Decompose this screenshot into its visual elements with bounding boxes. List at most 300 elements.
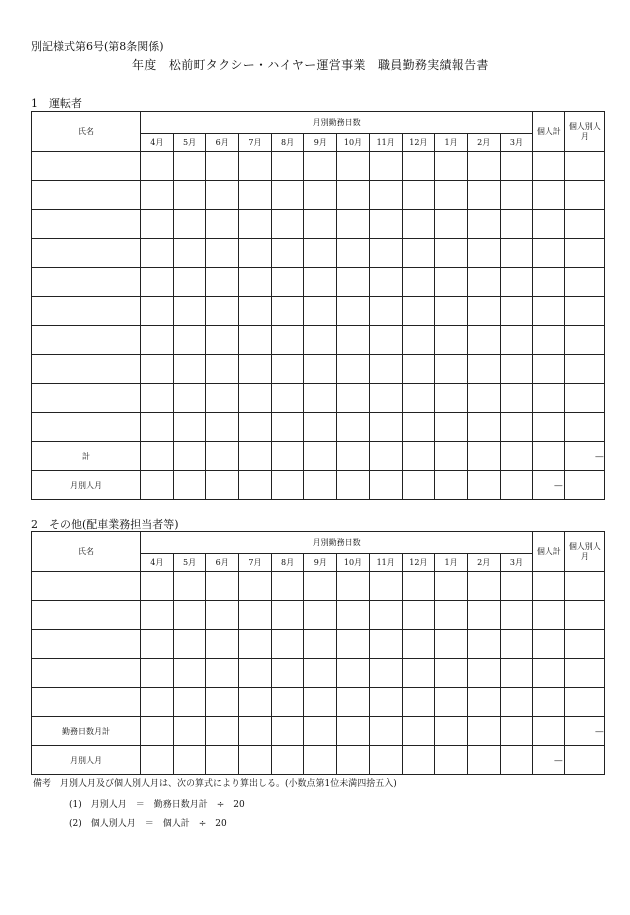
monthly-person-month-cell[interactable] — [467, 471, 500, 500]
month-days-cell[interactable] — [500, 181, 533, 210]
month-days-cell[interactable] — [271, 355, 304, 384]
month-days-cell[interactable] — [141, 181, 174, 210]
month-days-cell[interactable] — [402, 181, 435, 210]
month-days-cell[interactable] — [500, 355, 533, 384]
month-days-cell[interactable] — [402, 326, 435, 355]
name-cell[interactable] — [32, 413, 141, 442]
month-days-cell[interactable] — [173, 630, 206, 659]
month-days-cell[interactable] — [435, 688, 468, 717]
month-header: 2月 — [467, 554, 500, 572]
month-header: 7月 — [239, 134, 272, 152]
month-days-cell[interactable] — [141, 384, 174, 413]
table-row — [32, 239, 605, 268]
grand-total-cell[interactable] — [533, 717, 565, 746]
month-days-cell[interactable] — [141, 326, 174, 355]
month-days-cell[interactable] — [402, 413, 435, 442]
month-days-cell[interactable] — [435, 297, 468, 326]
individual-person-month-cell[interactable] — [565, 601, 605, 630]
individual-total-cell[interactable] — [533, 181, 565, 210]
month-days-cell[interactable] — [467, 659, 500, 688]
month-days-cell[interactable] — [337, 572, 370, 601]
month-days-cell[interactable] — [467, 601, 500, 630]
month-days-cell[interactable] — [239, 326, 272, 355]
month-header: 5月 — [173, 134, 206, 152]
monthly-person-month-cell[interactable] — [173, 471, 206, 500]
monthly-person-month-cell[interactable] — [369, 746, 402, 775]
month-days-cell[interactable] — [337, 659, 370, 688]
name-cell[interactable] — [32, 239, 141, 268]
month-days-cell[interactable] — [435, 239, 468, 268]
monthly-person-month-cell[interactable] — [402, 471, 435, 500]
month-days-cell[interactable] — [239, 601, 272, 630]
month-days-cell[interactable] — [467, 210, 500, 239]
month-days-cell[interactable] — [173, 239, 206, 268]
month-days-cell[interactable] — [369, 210, 402, 239]
month-days-cell[interactable] — [239, 268, 272, 297]
month-sum-cell[interactable] — [304, 717, 337, 746]
month-days-cell[interactable] — [337, 630, 370, 659]
month-days-cell[interactable] — [206, 210, 239, 239]
month-days-cell[interactable] — [206, 239, 239, 268]
month-days-cell[interactable] — [369, 659, 402, 688]
month-days-cell[interactable] — [271, 659, 304, 688]
month-days-cell[interactable] — [304, 688, 337, 717]
name-cell[interactable] — [32, 326, 141, 355]
month-sum-cell[interactable] — [239, 442, 272, 471]
month-days-cell[interactable] — [369, 326, 402, 355]
name-cell[interactable] — [32, 355, 141, 384]
monthly-person-month-cell[interactable] — [467, 746, 500, 775]
month-days-cell[interactable] — [402, 239, 435, 268]
month-days-cell[interactable] — [337, 297, 370, 326]
month-days-cell[interactable] — [435, 413, 468, 442]
month-days-cell[interactable] — [173, 326, 206, 355]
month-days-cell[interactable] — [271, 297, 304, 326]
month-days-cell[interactable] — [239, 355, 272, 384]
monthly-person-month-cell[interactable] — [141, 471, 174, 500]
month-days-cell[interactable] — [402, 384, 435, 413]
individual-person-month-cell[interactable] — [565, 181, 605, 210]
individual-total-cell[interactable] — [533, 355, 565, 384]
month-days-cell[interactable] — [141, 297, 174, 326]
name-cell[interactable] — [32, 384, 141, 413]
month-days-cell[interactable] — [369, 572, 402, 601]
month-header: 3月 — [500, 134, 533, 152]
month-days-cell[interactable] — [173, 688, 206, 717]
month-days-cell[interactable] — [337, 326, 370, 355]
individual-total-cell[interactable] — [533, 659, 565, 688]
month-days-cell[interactable] — [206, 297, 239, 326]
monthly-person-month-cell[interactable] — [337, 471, 370, 500]
month-days-cell[interactable] — [206, 181, 239, 210]
month-sum-cell[interactable] — [271, 442, 304, 471]
month-days-cell[interactable] — [206, 630, 239, 659]
month-days-cell[interactable] — [500, 601, 533, 630]
month-days-cell[interactable] — [141, 688, 174, 717]
grand-total-cell[interactable] — [533, 442, 565, 471]
name-cell[interactable] — [32, 630, 141, 659]
month-days-cell[interactable] — [173, 601, 206, 630]
individual-total-cell[interactable] — [533, 688, 565, 717]
month-days-cell[interactable] — [141, 152, 174, 181]
individual-person-month-cell[interactable] — [565, 355, 605, 384]
monthly-person-month-cell[interactable] — [206, 746, 239, 775]
month-days-cell[interactable] — [337, 181, 370, 210]
monthly-person-month-row — [32, 471, 605, 500]
month-days-cell[interactable] — [206, 659, 239, 688]
month-days-cell[interactable] — [402, 659, 435, 688]
month-sum-cell[interactable] — [369, 442, 402, 471]
sum-row — [32, 717, 605, 746]
monthly-person-month-cell[interactable] — [500, 746, 533, 775]
individual-total-cell[interactable] — [533, 572, 565, 601]
month-days-cell[interactable] — [500, 659, 533, 688]
month-sum-cell[interactable] — [435, 442, 468, 471]
month-days-cell[interactable] — [271, 239, 304, 268]
month-days-cell[interactable] — [369, 630, 402, 659]
month-days-cell[interactable] — [271, 688, 304, 717]
month-header: 8月 — [271, 134, 304, 152]
remarks-note: 備考 月別人月及び個人別人月は、次の算式により算出しる。(小数点第1位未満四捨五入) — [33, 779, 397, 789]
month-days-cell[interactable] — [402, 210, 435, 239]
month-days-cell[interactable] — [402, 601, 435, 630]
month-days-cell[interactable] — [500, 239, 533, 268]
month-days-cell[interactable] — [173, 659, 206, 688]
month-days-cell[interactable] — [402, 572, 435, 601]
monthly-person-month-cell[interactable] — [271, 746, 304, 775]
month-days-cell[interactable] — [304, 181, 337, 210]
monthly-person-month-cell[interactable] — [239, 746, 272, 775]
month-header: 11月 — [369, 554, 402, 572]
month-days-cell[interactable] — [369, 413, 402, 442]
month-days-cell[interactable] — [337, 239, 370, 268]
month-days-cell[interactable] — [173, 210, 206, 239]
month-days-cell[interactable] — [435, 210, 468, 239]
month-days-cell[interactable] — [304, 210, 337, 239]
month-days-cell[interactable] — [337, 355, 370, 384]
month-days-cell[interactable] — [304, 659, 337, 688]
month-days-cell[interactable] — [337, 152, 370, 181]
name-cell[interactable] — [32, 152, 141, 181]
month-days-cell[interactable] — [369, 355, 402, 384]
individual-total-cell[interactable] — [533, 297, 565, 326]
month-days-cell[interactable] — [141, 210, 174, 239]
month-days-cell[interactable] — [304, 384, 337, 413]
individual-person-month-cell[interactable] — [565, 268, 605, 297]
month-days-cell[interactable] — [500, 572, 533, 601]
month-sum-cell[interactable] — [206, 717, 239, 746]
individual-total-cell[interactable] — [533, 601, 565, 630]
month-days-cell[interactable] — [500, 152, 533, 181]
monthly-person-month-cell[interactable] — [271, 471, 304, 500]
month-days-cell[interactable] — [206, 326, 239, 355]
month-days-cell[interactable] — [271, 210, 304, 239]
month-days-cell[interactable] — [141, 268, 174, 297]
month-days-cell[interactable] — [467, 688, 500, 717]
month-sum-cell[interactable] — [337, 442, 370, 471]
month-days-cell[interactable] — [467, 326, 500, 355]
month-days-cell[interactable] — [500, 384, 533, 413]
month-days-cell[interactable] — [369, 239, 402, 268]
month-days-cell[interactable] — [173, 384, 206, 413]
month-days-cell[interactable] — [435, 384, 468, 413]
month-days-cell[interactable] — [500, 630, 533, 659]
month-days-cell[interactable] — [500, 268, 533, 297]
monthly-person-month-cell[interactable] — [304, 746, 337, 775]
individual-person-month-cell[interactable] — [565, 384, 605, 413]
month-days-cell[interactable] — [239, 688, 272, 717]
month-sum-cell[interactable] — [304, 442, 337, 471]
month-days-cell[interactable] — [173, 572, 206, 601]
month-days-cell[interactable] — [206, 384, 239, 413]
month-days-cell[interactable] — [271, 181, 304, 210]
month-days-cell[interactable] — [435, 326, 468, 355]
month-sum-cell[interactable] — [173, 442, 206, 471]
monthly-person-month-cell[interactable] — [206, 471, 239, 500]
month-days-cell[interactable] — [402, 268, 435, 297]
month-days-cell[interactable] — [337, 210, 370, 239]
month-sum-cell[interactable] — [467, 717, 500, 746]
name-cell[interactable] — [32, 181, 141, 210]
month-days-cell[interactable] — [369, 181, 402, 210]
month-sum-cell[interactable] — [435, 717, 468, 746]
month-days-cell[interactable] — [239, 630, 272, 659]
month-days-cell[interactable] — [304, 268, 337, 297]
name-cell[interactable] — [32, 268, 141, 297]
table-row — [32, 688, 605, 717]
month-days-cell[interactable] — [173, 268, 206, 297]
month-days-cell[interactable] — [141, 572, 174, 601]
month-days-cell[interactable] — [369, 297, 402, 326]
month-days-cell[interactable] — [369, 268, 402, 297]
individual-person-month-cell[interactable] — [565, 572, 605, 601]
month-days-cell[interactable] — [206, 572, 239, 601]
month-days-cell[interactable] — [271, 601, 304, 630]
month-days-cell[interactable] — [435, 572, 468, 601]
person-month-total-cell[interactable] — [565, 471, 605, 500]
month-days-cell[interactable] — [239, 152, 272, 181]
month-days-cell[interactable] — [304, 413, 337, 442]
month-sum-cell[interactable] — [173, 717, 206, 746]
month-days-cell[interactable] — [304, 326, 337, 355]
monthly-person-month-cell[interactable] — [435, 746, 468, 775]
month-days-cell[interactable] — [467, 268, 500, 297]
header-row — [32, 532, 605, 554]
name-cell[interactable] — [32, 210, 141, 239]
month-sum-cell[interactable] — [337, 717, 370, 746]
month-days-cell[interactable] — [271, 572, 304, 601]
month-days-cell[interactable] — [369, 601, 402, 630]
month-days-cell[interactable] — [467, 181, 500, 210]
month-days-cell[interactable] — [239, 210, 272, 239]
month-days-cell[interactable] — [402, 355, 435, 384]
month-sum-cell[interactable] — [500, 717, 533, 746]
month-days-cell[interactable] — [173, 152, 206, 181]
month-days-cell[interactable] — [337, 384, 370, 413]
month-days-cell[interactable] — [369, 384, 402, 413]
month-days-cell[interactable] — [467, 572, 500, 601]
month-days-cell[interactable] — [500, 413, 533, 442]
monthly-person-month-cell[interactable] — [369, 471, 402, 500]
monthly-person-month-cell[interactable] — [304, 471, 337, 500]
month-days-cell[interactable] — [304, 572, 337, 601]
month-days-cell[interactable] — [239, 413, 272, 442]
month-days-cell[interactable] — [337, 413, 370, 442]
month-sum-cell[interactable] — [141, 442, 174, 471]
month-days-cell[interactable] — [304, 239, 337, 268]
month-days-cell[interactable] — [206, 413, 239, 442]
month-days-cell[interactable] — [435, 268, 468, 297]
name-cell[interactable] — [32, 572, 141, 601]
month-header: 4月 — [141, 554, 174, 572]
month-days-cell[interactable] — [500, 688, 533, 717]
month-days-cell[interactable] — [337, 688, 370, 717]
not-applicable-dash: ― — [565, 442, 605, 471]
name-cell[interactable] — [32, 297, 141, 326]
month-days-cell[interactable] — [435, 601, 468, 630]
month-days-cell[interactable] — [271, 268, 304, 297]
month-days-cell[interactable] — [402, 297, 435, 326]
month-header: 8月 — [271, 554, 304, 572]
individual-total-cell[interactable] — [533, 384, 565, 413]
month-sum-cell[interactable] — [271, 717, 304, 746]
month-sum-cell[interactable] — [402, 442, 435, 471]
month-days-cell[interactable] — [141, 601, 174, 630]
month-days-cell[interactable] — [206, 268, 239, 297]
individual-total-cell[interactable] — [533, 210, 565, 239]
month-days-cell[interactable] — [337, 268, 370, 297]
month-days-cell[interactable] — [500, 210, 533, 239]
month-days-cell[interactable] — [435, 355, 468, 384]
month-days-cell[interactable] — [141, 239, 174, 268]
month-days-cell[interactable] — [337, 601, 370, 630]
month-days-cell[interactable] — [369, 152, 402, 181]
individual-total-cell[interactable] — [533, 413, 565, 442]
month-days-cell[interactable] — [304, 355, 337, 384]
month-days-cell[interactable] — [206, 601, 239, 630]
month-days-cell[interactable] — [467, 239, 500, 268]
monthly-person-month-cell[interactable] — [500, 471, 533, 500]
monthly-person-month-cell[interactable] — [173, 746, 206, 775]
month-days-cell[interactable] — [271, 413, 304, 442]
individual-person-month-cell[interactable] — [565, 326, 605, 355]
month-days-cell[interactable] — [402, 630, 435, 659]
month-days-cell[interactable] — [173, 181, 206, 210]
month-days-cell[interactable] — [402, 688, 435, 717]
month-days-cell[interactable] — [141, 413, 174, 442]
individual-total-cell[interactable] — [533, 630, 565, 659]
month-days-cell[interactable] — [239, 659, 272, 688]
monthly-person-month-cell[interactable] — [141, 746, 174, 775]
month-days-cell[interactable] — [173, 297, 206, 326]
month-days-cell[interactable] — [271, 326, 304, 355]
individual-person-month-cell[interactable] — [565, 297, 605, 326]
month-days-cell[interactable] — [304, 601, 337, 630]
month-days-cell[interactable] — [435, 152, 468, 181]
person-month-total-cell[interactable] — [565, 746, 605, 775]
month-days-cell[interactable] — [467, 384, 500, 413]
individual-person-month-cell[interactable] — [565, 239, 605, 268]
month-days-cell[interactable] — [467, 152, 500, 181]
monthly-person-month-cell[interactable] — [435, 471, 468, 500]
name-cell[interactable] — [32, 659, 141, 688]
month-sum-cell[interactable] — [467, 442, 500, 471]
month-header: 9月 — [304, 554, 337, 572]
month-sum-cell[interactable] — [141, 717, 174, 746]
month-days-cell[interactable] — [271, 384, 304, 413]
month-days-cell[interactable] — [369, 688, 402, 717]
month-days-cell[interactable] — [435, 659, 468, 688]
month-days-cell[interactable] — [500, 326, 533, 355]
monthly-person-month-row — [32, 746, 605, 775]
monthly-person-month-label: 月別人月 — [32, 471, 141, 500]
month-sum-cell[interactable] — [239, 717, 272, 746]
month-days-cell[interactable] — [173, 355, 206, 384]
month-days-cell[interactable] — [467, 355, 500, 384]
month-days-cell[interactable] — [141, 659, 174, 688]
month-days-cell[interactable] — [239, 384, 272, 413]
month-days-cell[interactable] — [173, 413, 206, 442]
month-days-cell[interactable] — [239, 239, 272, 268]
month-days-cell[interactable] — [435, 630, 468, 659]
month-days-cell[interactable] — [271, 630, 304, 659]
month-days-cell[interactable] — [304, 297, 337, 326]
month-days-cell[interactable] — [435, 181, 468, 210]
month-days-cell[interactable] — [467, 630, 500, 659]
month-header: 11月 — [369, 134, 402, 152]
month-days-cell[interactable] — [271, 152, 304, 181]
month-days-cell[interactable] — [500, 297, 533, 326]
name-cell[interactable] — [32, 601, 141, 630]
month-sum-cell[interactable] — [402, 717, 435, 746]
individual-total-cell[interactable] — [533, 239, 565, 268]
individual-person-month-cell[interactable] — [565, 630, 605, 659]
month-days-cell[interactable] — [304, 630, 337, 659]
month-days-cell[interactable] — [206, 152, 239, 181]
individual-person-month-cell[interactable] — [565, 152, 605, 181]
month-days-cell[interactable] — [141, 355, 174, 384]
form-label: 別記様式第6号(第8条関係) — [31, 40, 164, 53]
sum-row — [32, 442, 605, 471]
individual-total-cell[interactable] — [533, 326, 565, 355]
monthly-person-month-cell[interactable] — [239, 471, 272, 500]
month-sum-cell[interactable] — [500, 442, 533, 471]
month-days-cell[interactable] — [206, 688, 239, 717]
monthly-person-month-cell[interactable] — [337, 746, 370, 775]
month-days-cell[interactable] — [402, 152, 435, 181]
month-days-cell[interactable] — [239, 297, 272, 326]
month-days-cell[interactable] — [239, 572, 272, 601]
month-header: 7月 — [239, 554, 272, 572]
individual-person-month-cell[interactable] — [565, 210, 605, 239]
month-days-cell[interactable] — [467, 297, 500, 326]
individual-person-month-cell[interactable] — [565, 413, 605, 442]
monthly-person-month-cell[interactable] — [402, 746, 435, 775]
month-sum-cell[interactable] — [206, 442, 239, 471]
month-days-cell[interactable] — [239, 181, 272, 210]
individual-total-cell[interactable] — [533, 268, 565, 297]
individual-total-cell[interactable] — [533, 152, 565, 181]
month-days-cell[interactable] — [304, 152, 337, 181]
individual-person-month-cell[interactable] — [565, 688, 605, 717]
month-days-cell[interactable] — [206, 355, 239, 384]
table-row — [32, 297, 605, 326]
month-days-cell[interactable] — [467, 413, 500, 442]
month-sum-cell[interactable] — [369, 717, 402, 746]
name-cell[interactable] — [32, 688, 141, 717]
month-days-cell[interactable] — [141, 630, 174, 659]
individual-person-month-cell[interactable] — [565, 659, 605, 688]
